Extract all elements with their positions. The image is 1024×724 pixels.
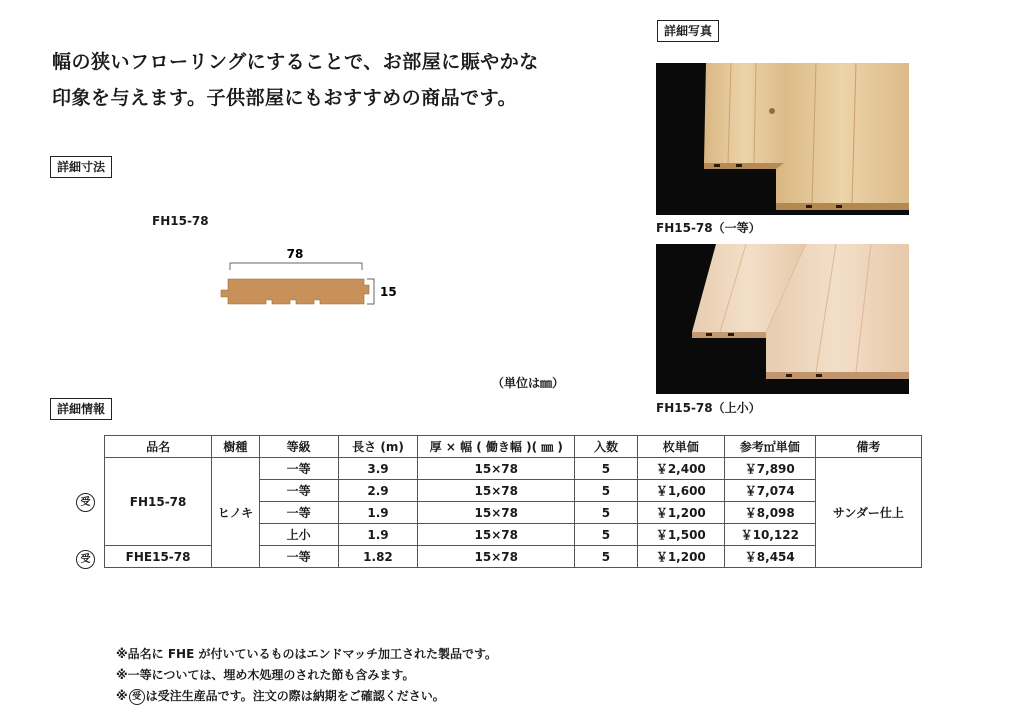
product-cell: FH15-78 — [105, 458, 212, 546]
headline-line-1: 幅の狭いフローリングにすることで、お部屋に賑やかな — [52, 51, 539, 73]
section-label-photos: 詳細写真 — [657, 20, 719, 42]
grade-cell: 一等 — [259, 546, 338, 568]
made-to-order-mark-2: 受 — [76, 550, 95, 569]
header-quantity: 入数 — [575, 436, 638, 458]
made-to-order-mark-1: 受 — [76, 493, 95, 512]
header-remarks: 備考 — [815, 436, 921, 458]
quantity-cell: 5 — [575, 458, 638, 480]
spec-table — [104, 435, 922, 568]
photo-grade-clear-caption: FH15-78（上小） — [656, 401, 761, 415]
remarks-cell: サンダー仕上 — [815, 458, 921, 568]
quantity-cell: 5 — [575, 546, 638, 568]
note-made-to-order-text: は受注生産品です。注文の際は納期をご確認ください。 — [145, 689, 445, 703]
size-cell: 15×78 — [418, 546, 575, 568]
header-species: 樹種 — [212, 436, 260, 458]
note-prefix: ※ — [116, 689, 128, 703]
length-cell: 3.9 — [338, 458, 418, 480]
headline-line-2: 印象を与えます。子供部屋にもおすすめの商品です。 — [52, 87, 518, 109]
diagram-thickness-label: 15 — [380, 285, 397, 299]
notes — [116, 644, 497, 707]
length-cell: 2.9 — [338, 480, 418, 502]
size-cell: 15×78 — [418, 480, 575, 502]
diagram-product-code: FH15-78 — [152, 214, 209, 228]
photo-grade-1 — [656, 63, 909, 215]
grade-cell: 一等 — [259, 458, 338, 480]
unit-price-cell: ￥1,500 — [637, 524, 724, 546]
headline — [52, 44, 539, 116]
sqm-price-cell: ￥8,098 — [724, 502, 815, 524]
grade-cell: 一等 — [259, 502, 338, 524]
quantity-cell: 5 — [575, 524, 638, 546]
section-label-info: 詳細情報 — [50, 398, 112, 420]
product-cell: FHE15-78 — [105, 546, 212, 568]
grade-cell: 上小 — [259, 524, 338, 546]
photo-grade-1-image — [656, 63, 909, 215]
unit-note: （単位は㎜） — [492, 376, 565, 390]
header-length: 長さ (m) — [338, 436, 418, 458]
length-cell: 1.82 — [338, 546, 418, 568]
made-to-order-mark-inline: 受 — [129, 689, 145, 705]
sqm-price-cell: ￥7,890 — [724, 458, 815, 480]
size-cell: 15×78 — [418, 502, 575, 524]
header-product: 品名 — [105, 436, 212, 458]
note-grade-knots: ※一等については、埋め木処理のされた節も含みます。 — [116, 668, 415, 682]
note-made-to-order — [116, 686, 497, 707]
size-cell: 15×78 — [418, 524, 575, 546]
size-cell: 15×78 — [418, 458, 575, 480]
table-header-row — [105, 436, 922, 458]
unit-price-cell: ￥1,200 — [637, 546, 724, 568]
header-unit-price: 枚単価 — [637, 436, 724, 458]
header-size: 厚 × 幅 ( 働き幅 )( ㎜ ) — [418, 436, 575, 458]
length-cell: 1.9 — [338, 524, 418, 546]
width-dimension-line — [230, 263, 362, 270]
grade-cell: 一等 — [259, 480, 338, 502]
section-label-dimensions: 詳細寸法 — [50, 156, 112, 178]
diagram-width-label: 78 — [286, 247, 304, 261]
unit-price-cell: ￥1,200 — [637, 502, 724, 524]
board-profile-diagram — [210, 242, 400, 317]
header-grade: 等級 — [259, 436, 338, 458]
sqm-price-cell: ￥8,454 — [724, 546, 815, 568]
sqm-price-cell: ￥10,122 — [724, 524, 815, 546]
species-cell: ヒノキ — [212, 458, 260, 568]
table-row — [105, 458, 922, 480]
photo-grade-clear-image — [656, 244, 909, 394]
unit-price-cell: ￥2,400 — [637, 458, 724, 480]
board-profile-shape — [221, 279, 369, 304]
note-end-match: ※品名に FHE が付いているものはエンドマッチ加工された製品です。 — [116, 647, 498, 661]
quantity-cell: 5 — [575, 502, 638, 524]
photo-grade-1-caption: FH15-78（一等） — [656, 221, 761, 235]
header-sqm-price: 参考㎡単価 — [724, 436, 815, 458]
sqm-price-cell: ￥7,074 — [724, 480, 815, 502]
length-cell: 1.9 — [338, 502, 418, 524]
photo-grade-clear — [656, 244, 909, 394]
unit-price-cell: ￥1,600 — [637, 480, 724, 502]
quantity-cell: 5 — [575, 480, 638, 502]
